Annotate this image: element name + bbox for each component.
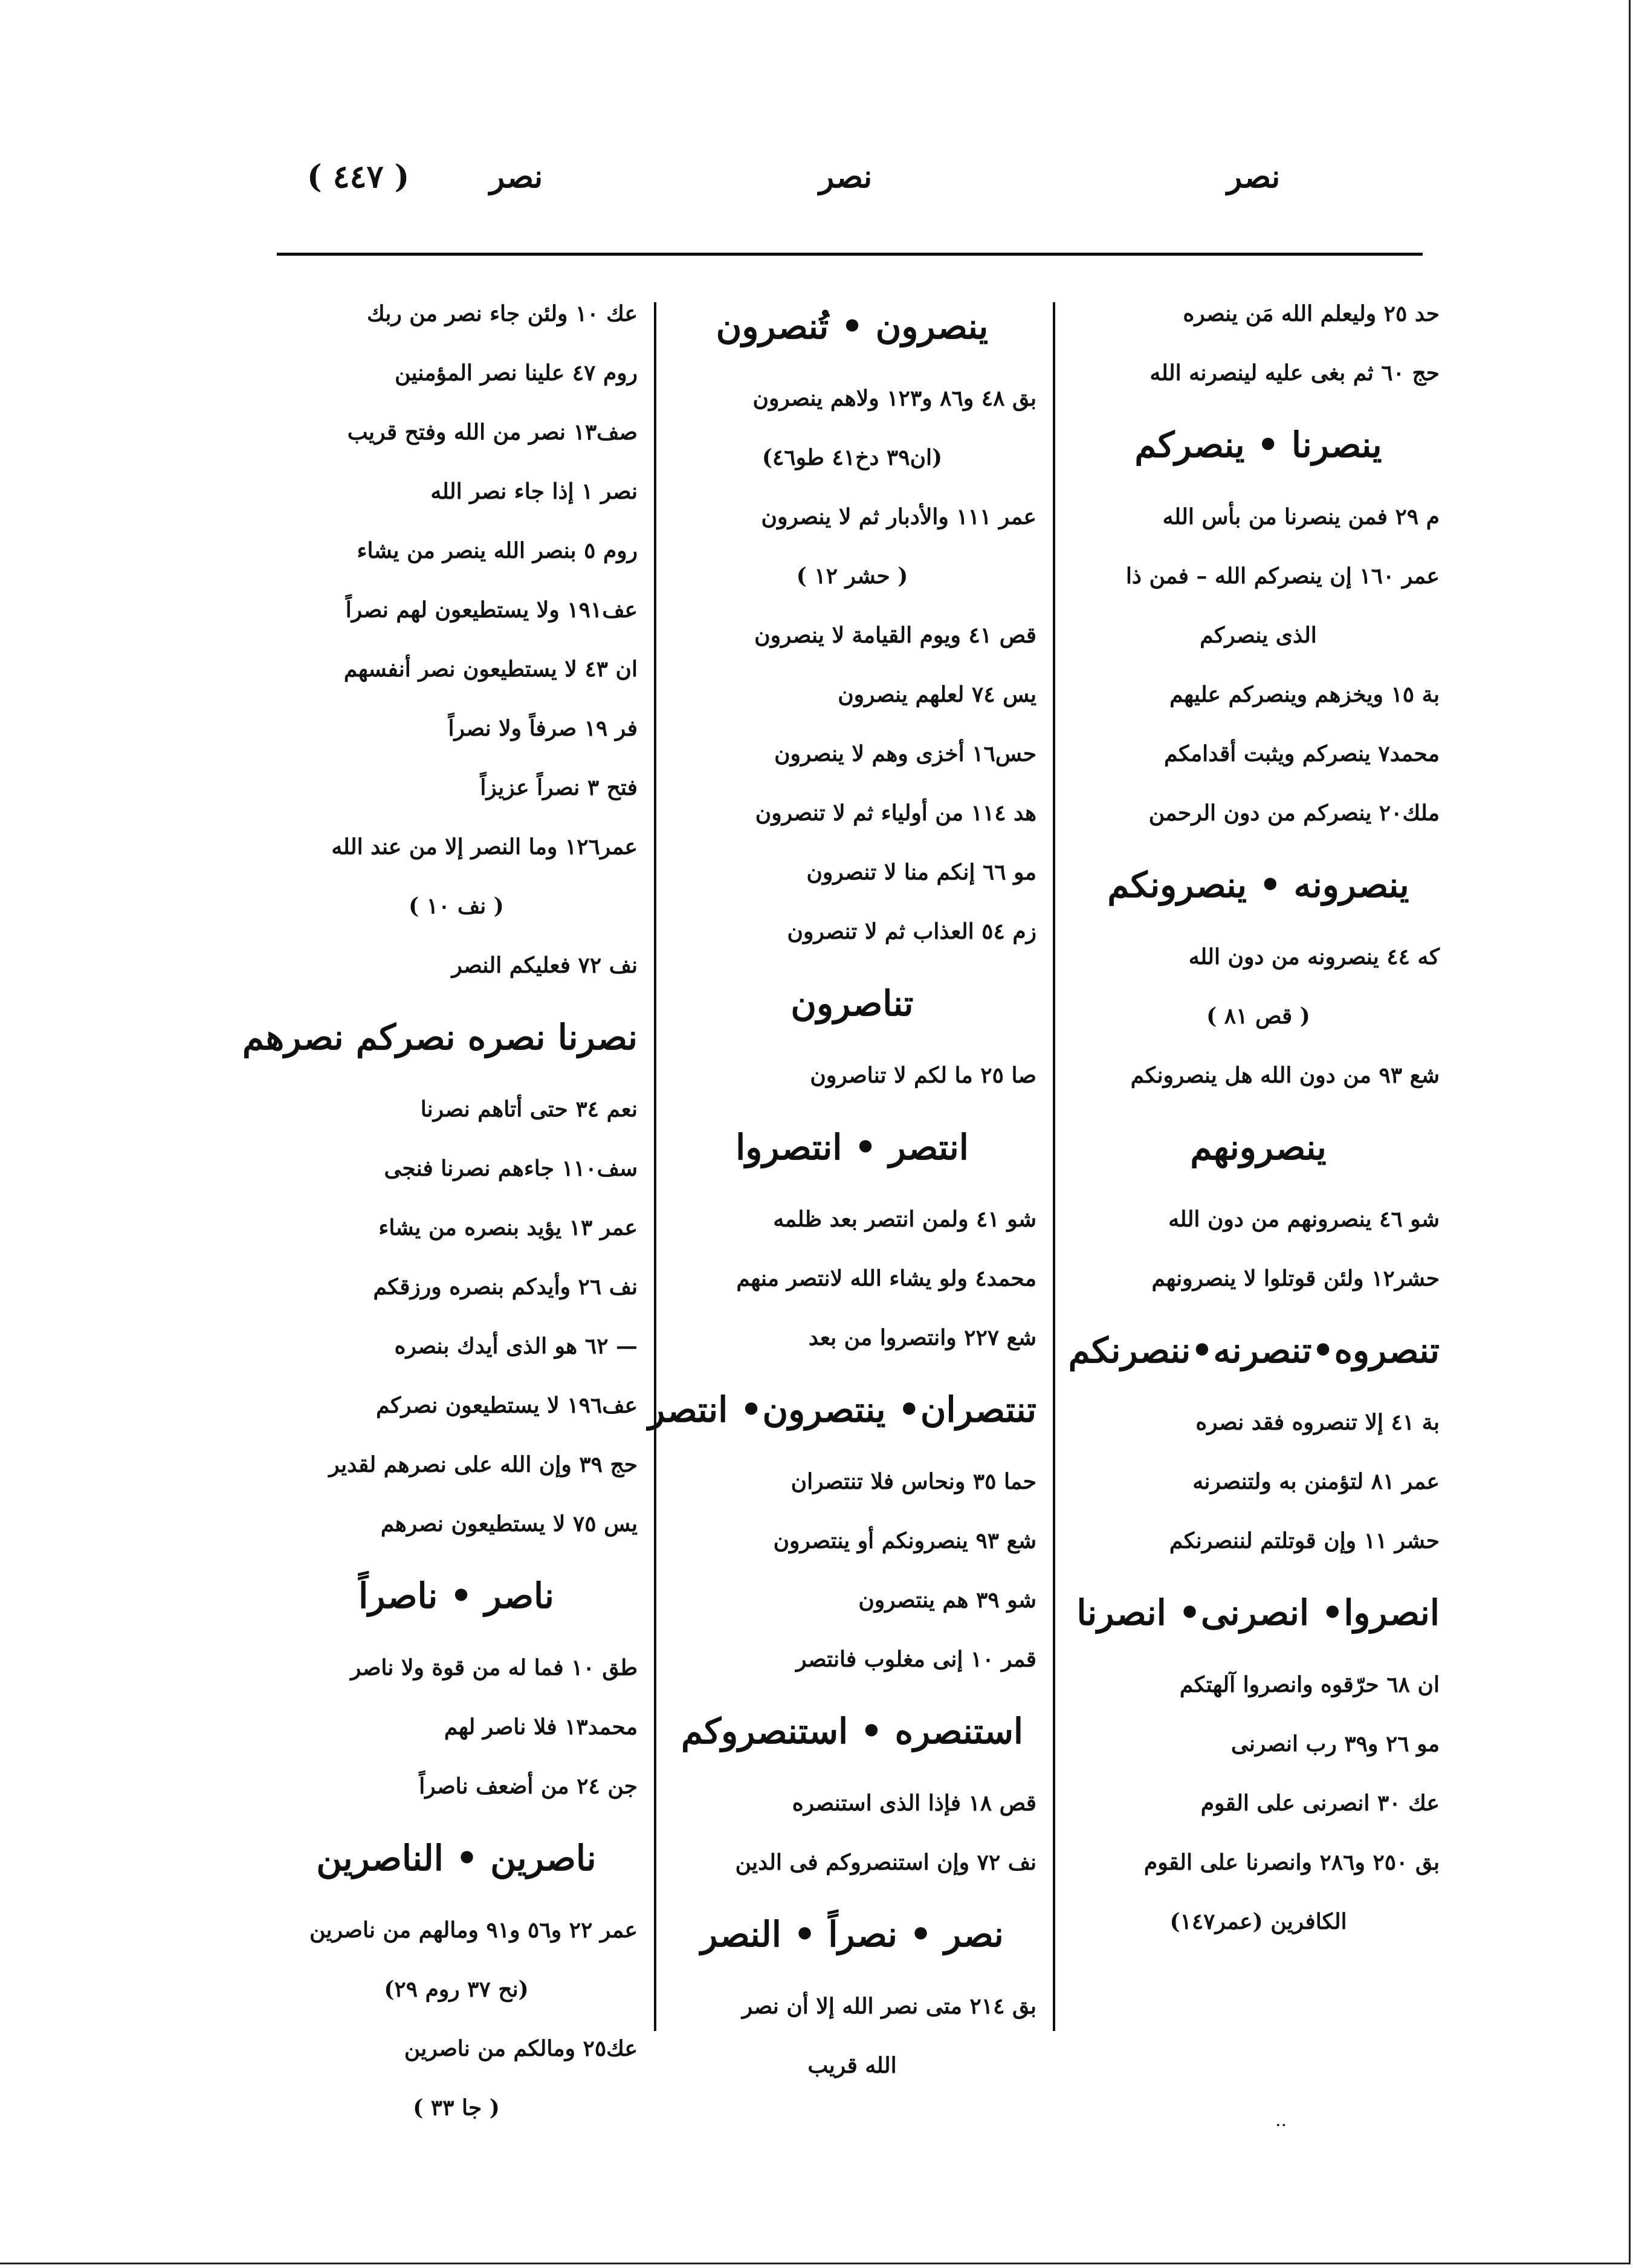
- concordance-entry: قص ١٨ فإذا الذى استنصره: [792, 1790, 1036, 1816]
- concordance-entry: عمر ١٦٠ إن ينصركم الله – فمن ذا: [1125, 563, 1440, 589]
- concordance-entry: بق ٢١٤ متى نصر الله إلا أن نصر: [742, 1994, 1036, 2019]
- concordance-entry: كه ٤٤ ينصرونه من دون الله: [1188, 944, 1440, 970]
- section-heading: تنصروه•تنصرنه•ننصرنكم: [1068, 1330, 1440, 1371]
- concordance-entry: مو ٢٦ و٣٩ رب انصرنى: [1230, 1731, 1440, 1757]
- concordance-entry: نصر ١ إذا جاء نصر الله: [430, 479, 638, 504]
- concordance-entry: حشر١٢ ولئن قوتلوا لا ينصرونهم: [1151, 1266, 1440, 1291]
- entry-continuation: الكافرين (عمر١٤٧): [1169, 1909, 1347, 1934]
- concordance-entry: شو ٤٦ ينصرونهم من دون الله: [1168, 1207, 1440, 1232]
- concordance-entry: زم ٥٤ العذاب ثم لا تنصرون: [787, 919, 1036, 944]
- column-left: [242, 284, 638, 2137]
- concordance-entry: حس١٦ أخزى وهم لا ينصرون: [774, 741, 1036, 766]
- concordance-entry: بة ١٥ ويخزهم وينصركم عليهم: [1169, 682, 1440, 707]
- section-heading: ينصرون • تُنصرون: [716, 306, 989, 347]
- concordance-entry: عمر١٢٦ وما النصر إلا من عند الله: [331, 834, 638, 860]
- concordance-entry: قمر ١٠ إنى مغلوب فانتصر: [796, 1647, 1036, 1672]
- concordance-entry: صف١٣ نصر من الله وفتح قريب: [347, 420, 638, 445]
- header-word-left: نصر: [490, 158, 543, 195]
- concordance-entry: يس ٧٥ لا يستطيعون نصرهم: [380, 1511, 638, 1537]
- concordance-entry: محمد١٣ فلا ناصر لهم: [444, 1714, 638, 1740]
- section-heading: نصرنا نصره نصركم نصرهم: [242, 1017, 638, 1058]
- concordance-entry: شو ٣٩ هم ينتصرون: [858, 1587, 1036, 1613]
- concordance-entry: شو ٤١ ولمن انتصر بعد ظلمه: [773, 1207, 1036, 1232]
- concordance-entry: فتح ٣ نصراً عزيزاً: [480, 775, 638, 800]
- concordance-entry: قص ٤١ ويوم القيامة لا ينصرون: [754, 623, 1036, 648]
- concordance-entry: بة ٤١ إلا تنصروه فقد نصره: [1195, 1410, 1440, 1435]
- entry-continuation: ( جا ٣٣ ): [413, 2095, 500, 2121]
- concordance-entry: عمر ١١١ والأدبار ثم لا ينصرون: [761, 504, 1036, 530]
- concordance-entry: نف ٢٦ وأيدكم بنصره ورزقكم: [373, 1274, 638, 1300]
- concordance-entry: جن ٢٤ من أضعف ناصراً: [419, 1774, 638, 1799]
- entry-continuation: الله قريب: [807, 2053, 897, 2078]
- concordance-entry: عك ١٠ ولئن جاء نصر من ربك: [366, 301, 638, 326]
- column-divider-left: [654, 302, 656, 2031]
- concordance-entry: ان ٦٨ حرّقوه وانصروا آلهتكم: [1179, 1672, 1440, 1697]
- concordance-entry: نف ٧٢ فعليكم النصر: [451, 953, 638, 978]
- concordance-entry: حج ٦٠ ثم بغى عليه لينصرنه الله: [1150, 360, 1440, 386]
- footer-mark: ..: [1275, 2110, 1287, 2131]
- section-heading: انصروا• انصرنى• انصرنا: [1076, 1592, 1440, 1633]
- concordance-entry: شع ٢٢٧ وانتصروا من بعد: [808, 1325, 1036, 1350]
- concordance-entry: نف ٧٢ وإن استنصروكم فى الدين: [735, 1850, 1036, 1875]
- column-divider-right: [1053, 302, 1055, 2031]
- concordance-entry: عك ٣٠ انصرنى على القوم: [1200, 1790, 1440, 1816]
- concordance-entry: شع ٩٣ ينصرونكم أو ينتصرون: [773, 1528, 1036, 1554]
- entry-continuation: ( نف ١٠ ): [409, 893, 504, 919]
- concordance-entry: طق ١٠ فما له من قوة ولا ناصر: [350, 1655, 638, 1680]
- concordance-entry: بق ٢٥٠ و٢٨٦ وانصرنا على القوم: [1143, 1850, 1440, 1875]
- column-middle: [648, 284, 1036, 2095]
- concordance-entry: نعم ٣٤ حتى أتاهم نصرنا: [420, 1097, 638, 1122]
- header-rule: [277, 253, 1423, 256]
- page-number: ( ٤٤٧ ): [307, 158, 410, 195]
- section-heading: ينصرنا • ينصركم: [1134, 424, 1382, 465]
- concordance-entry: عف١٩٦ لا يستطيعون نصركم: [376, 1393, 638, 1418]
- section-heading: انتصر • انتصروا: [736, 1127, 969, 1168]
- concordance-entry: محمد٧ ينصركم ويثبت أقدامكم: [1164, 741, 1440, 766]
- entry-continuation: الذى ينصركم: [1200, 623, 1317, 648]
- concordance-entry: م ٢٩ فمن ينصرنا من بأس الله: [1162, 504, 1440, 530]
- concordance-entry: هد ١١٤ من أولياء ثم لا تنصرون: [755, 800, 1036, 826]
- concordance-entry: شع ٩٣ من دون الله هل ينصرونكم: [1130, 1063, 1440, 1088]
- entry-continuation: ( حشر ١٢ ): [796, 563, 908, 589]
- header-word-right: نصر: [1227, 158, 1281, 195]
- entry-continuation: (ان٣٩ دخ٤١ طو٤٦): [762, 445, 943, 470]
- section-heading: ناصرين • الناصرين: [316, 1838, 597, 1879]
- section-heading: ينصرونه • ينصرونكم: [1107, 864, 1409, 906]
- section-heading: ناصر • ناصراً: [358, 1575, 554, 1616]
- concordance-entry: عك٢٥ ومالكم من ناصرين: [404, 2036, 638, 2061]
- concordance-entry: حج ٣٩ وإن الله على نصرهم لقدير: [329, 1452, 638, 1477]
- concordance-entry: صا ٢٥ ما لكم لا تناصرون: [810, 1063, 1036, 1088]
- concordance-entry: عمر ٢٢ و٥٦ و٩١ ومالهم من ناصرين: [309, 1917, 638, 1943]
- section-heading: ينصرونهم: [1190, 1127, 1327, 1168]
- section-heading: نصر • نصراً • النصر: [700, 1914, 1004, 1955]
- section-heading: تناصرون: [791, 983, 914, 1024]
- column-right: [1068, 284, 1440, 1951]
- concordance-entry: محمد٤ ولو يشاء الله لانتصر منهم: [736, 1266, 1036, 1291]
- section-heading: تنتصران• ينتصرون• انتصر: [648, 1389, 1036, 1430]
- concordance-entry: بق ٤٨ و٨٦ و١٢٣ ولاهم ينصرون: [752, 386, 1036, 411]
- concordance-entry: عمر ١٣ يؤيد بنصره من يشاء: [378, 1215, 638, 1240]
- concordance-entry: روم ٥ بنصر الله ينصر من يشاء: [357, 538, 638, 563]
- concordance-entry: سف١١٠ جاءهم نصرنا فنجى: [384, 1156, 638, 1181]
- concordance-entry: ملك٢٠ ينصركم من دون الرحمن: [1148, 800, 1440, 826]
- concordance-entry: ان ٤٣ لا يستطيعون نصر أنفسهم: [343, 656, 638, 682]
- concordance-entry: حما ٣٥ ونحاس فلا تنتصران: [791, 1469, 1036, 1494]
- concordance-entry: عمر ٨١ لتؤمنن به ولتنصرنه: [1192, 1469, 1440, 1494]
- concordance-entry: مو ٦٦ إنكم منا لا تنصرون: [806, 860, 1036, 885]
- header-word-middle: نصر: [819, 158, 873, 195]
- entry-continuation: ( قص ٨١ ): [1206, 1003, 1310, 1029]
- concordance-entry: فر ١٩ صرفاً ولا نصراً: [448, 716, 638, 741]
- section-heading: استنصره • استنصروكم: [681, 1711, 1024, 1752]
- concordance-entry: حشر ١١ وإن قوتلتم لننصرنكم: [1169, 1528, 1440, 1554]
- concordance-entry: حد ٢٥ وليعلم الله مَن ينصره: [1183, 301, 1440, 326]
- entry-continuation: (نح ٣٧ روم ٢٩): [384, 1977, 529, 2002]
- concordance-entry: — ٦٢ هو الذى أيدك بنصره: [394, 1333, 638, 1359]
- concordance-entry: روم ٤٧ علينا نصر المؤمنين: [395, 360, 638, 386]
- concordance-entry: عف١٩١ ولا يستطيعون لهم نصراً: [345, 597, 638, 623]
- concordance-entry: يس ٧٤ لعلهم ينصرون: [838, 682, 1036, 707]
